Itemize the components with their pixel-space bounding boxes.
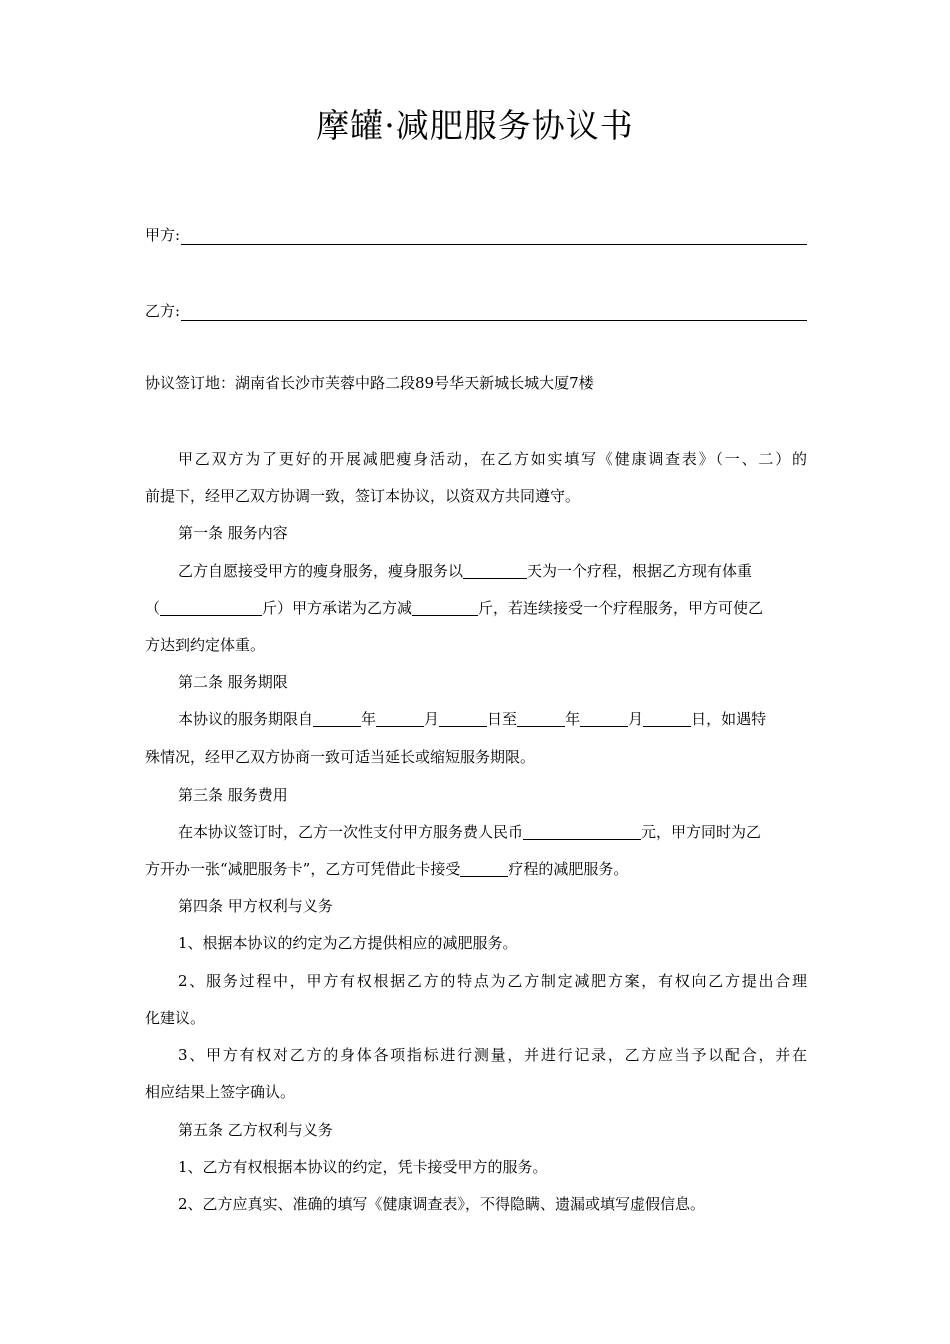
text: 疗程的减肥服务。 (508, 860, 629, 878)
article-5-item-2: 2、乙方应真实、准确的填写《健康调查表》，不得隐瞒、遗漏或填写虚假信息。 (178, 1195, 706, 1213)
end-year-blank[interactable] (517, 710, 565, 727)
reduce-blank[interactable] (412, 599, 478, 616)
start-year-blank[interactable] (313, 710, 361, 727)
text: 元，甲方同时为乙 (641, 823, 762, 841)
sign-place: 协议签订地：湖南省长沙市芙蓉中路二段89号华天新城长城大厦7楼 (145, 374, 594, 392)
intro-line-1: 甲乙双方为了更好的开展减肥瘦身活动，在乙方如实填写《健康调查表》（一、二）的 (178, 450, 807, 468)
text: 天为一个疗程，根据乙方现有体重 (527, 562, 753, 580)
end-month-blank[interactable] (580, 710, 628, 727)
article-4-title: 第四条 甲方权利与义务 (178, 897, 333, 915)
article-3-line-1 (178, 821, 761, 843)
article-2-title: 第二条 服务期限 (178, 673, 288, 691)
article-5-title: 第五条 乙方权利与义务 (178, 1121, 333, 1139)
text: 乙方自愿接受甲方的瘦身服务，瘦身服务以 (178, 562, 464, 580)
text: 年 (361, 710, 377, 728)
text: 月 (628, 710, 644, 728)
party-b-row (145, 300, 807, 321)
weight-blank[interactable] (160, 599, 262, 616)
article-1-line-3: 方达到约定体重。 (145, 636, 266, 654)
article-1-line-1 (178, 560, 752, 582)
text: 日至 (487, 710, 518, 728)
party-b-label: 乙方: (145, 302, 181, 320)
article-4-item-1: 1、根据本协议的约定为乙方提供相应的减肥服务。 (178, 934, 518, 952)
text: 斤，若连续接受一个疗程服务，甲方可使乙 (478, 599, 764, 617)
party-a-row (145, 224, 807, 245)
text: （ (145, 599, 161, 617)
article-2-line-2: 殊情况，经甲乙双方协商一致可适当延长或缩短服务期限。 (145, 748, 536, 766)
article-4-item-2-line-1: 2、服务过程中，甲方有权根据乙方的特点为乙方制定减肥方案，有权向乙方提出合理 (178, 972, 807, 990)
article-3-line-2 (145, 858, 628, 880)
fee-blank[interactable] (523, 823, 641, 840)
party-a-label: 甲方: (145, 226, 181, 244)
article-4-item-3-line-2: 相应结果上签字确认。 (145, 1083, 296, 1101)
intro-line-2: 前提下，经甲乙双方协调一致，签订本协议，以资双方共同遵守。 (145, 487, 581, 505)
text: 月 (424, 710, 440, 728)
start-day-blank[interactable] (439, 710, 487, 727)
courses-blank[interactable] (460, 860, 508, 877)
party-a-blank[interactable] (181, 227, 807, 245)
text: 日，如遇特 (691, 710, 767, 728)
article-4-item-2-line-2: 化建议。 (145, 1009, 206, 1027)
start-month-blank[interactable] (376, 710, 424, 727)
article-3-title: 第三条 服务费用 (178, 786, 288, 804)
text: 年 (565, 710, 581, 728)
text: 本协议的服务期限自 (178, 710, 314, 728)
article-1-title: 第一条 服务内容 (178, 524, 288, 542)
article-5-item-1: 1、乙方有权根据本协议的约定，凭卡接受甲方的服务。 (178, 1158, 548, 1176)
article-4-item-3-line-1: 3、甲方有权对乙方的身体各项指标进行测量，并进行记录，乙方应当予以配合，并在 (178, 1046, 807, 1064)
days-blank[interactable] (463, 562, 527, 579)
text: 在本协议签订时，乙方一次性支付甲方服务费人民币 (178, 823, 524, 841)
article-2-line-1 (178, 708, 766, 730)
party-b-blank[interactable] (181, 303, 807, 321)
end-day-blank[interactable] (643, 710, 691, 727)
document-title: 摩罐·减肥服务协议书 (316, 106, 634, 145)
text: 斤）甲方承诺为乙方减 (262, 599, 413, 617)
text: 方开办一张“减肥服务卡”，乙方可凭借此卡接受 (145, 860, 461, 878)
article-1-line-2 (145, 597, 763, 619)
